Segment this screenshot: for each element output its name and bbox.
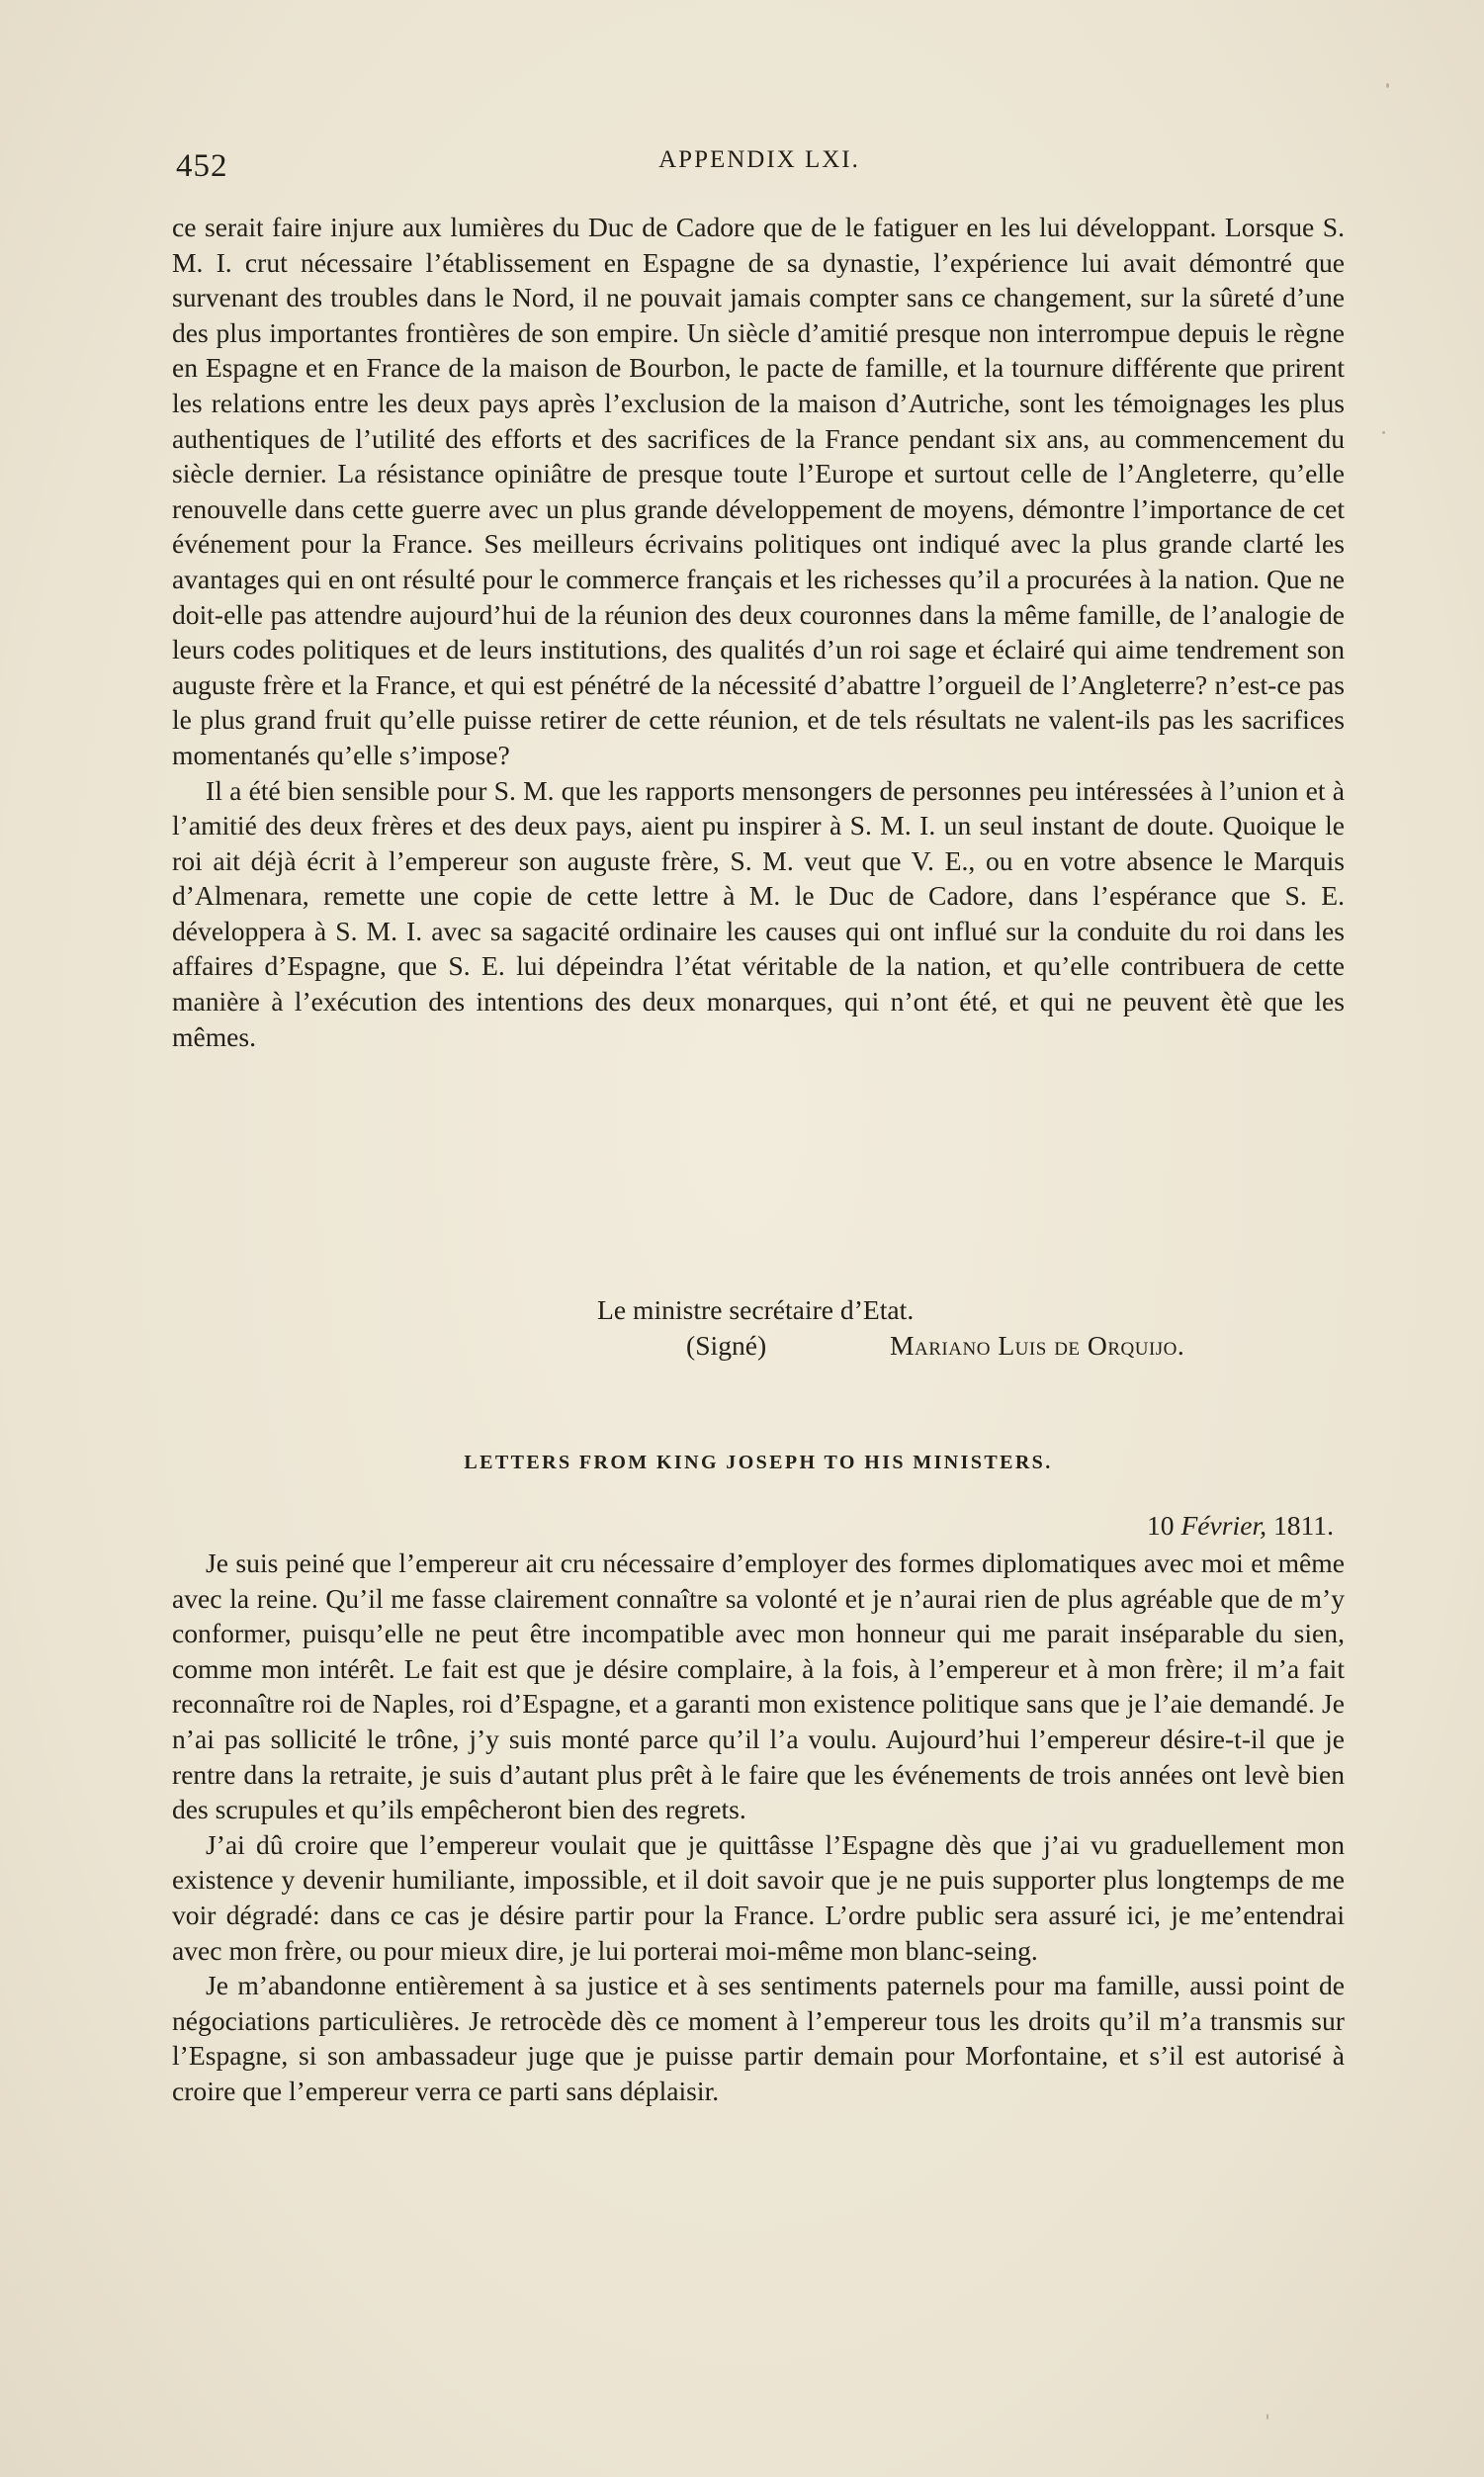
paper-speck	[1382, 431, 1385, 434]
date-year: 1811.	[1272, 1510, 1334, 1541]
paper-speck	[1386, 83, 1389, 88]
paragraph: Il a été bien sensible pour S. M. que les rapports mensongers de personnes peu intéressées à l’union et à l’amitié des deux frères et des deux pays, aient pu inspirer à S. M. I. un seul instant de doute. Quoique le roi ait déjà écrit à l’empereur son auguste frère, S. M. veut que V. E., ou en votre absence le Marquis d’Almenara, remette une copie de cette lettre à M. le Duc de Cadore, dans l’espérance que S. E. développera à S. M. I. avec sa sagacité ordinaire les causes qui ont influé sur la conduite du roi dans les affaires d’Espagne, que S. E. lui dépeindra l’état véritable de la nation, et qu’elle contribuera de cette manière à l’exécution des intentions des deux monarques, qui n’ont été, et qui ne peuvent ètè que les mêmes.	[172, 774, 1345, 1052]
paragraph: Je m’abandonne entièrement à sa justice et à ses sentiments paternels pour ma famille, aussi point de négociations particulières. Je retrocède dès ce moment à l’empereur tous les droits qu’il m’a transmis sur l’Espagne, si son ambassadeur juge que je puisse partir demain pour Morfontaine, et s’il est autorisé à croire que l’empereur verra ce parti sans déplaisir.	[172, 1970, 1345, 2106]
signature-name: Mariano Luis de Orquijo.	[890, 1330, 1185, 1361]
date-month: Février,	[1180, 1510, 1267, 1541]
signature-title: Le ministre secrétaire d’Etat.	[597, 1294, 915, 1325]
letter-body-1	[172, 210, 1345, 1054]
date-day: 10	[1146, 1510, 1175, 1541]
paragraph: Je suis peiné que l’empereur ait cru nécessaire d’employer des formes diplomatiques avec moi et même avec la reine. Qu’il me fasse clairement connaître sa volonté et je n’aurai rien de plus agréable que de m’y conformer, puisqu’elle ne peut être incompatible avec mon honneur qui me parait inséparable du sien, comme mon intérêt. Le fait est que je désire complaire, à la fois, à l’empereur et à mon frère; il m’a fait reconnaître roi de Naples, roi d’Espagne, et a garanti mon existence politique sans que je l’aie demandé. Je n’ai pas sollicité le trône, j’y suis monté parce qu’il l’a voulu. Aujourd’hui l’empereur désire-t-il que je rentre dans la retraite, je suis d’autant plus prêt à le faire que les événements de trois années ont levè bien des scrupules et qu’ils empêcheront bien des regrets.	[172, 1548, 1345, 1825]
section-heading: LETTERS FROM KING JOSEPH TO HIS MINISTERS.	[464, 1452, 1053, 1473]
paragraph: ce serait faire injure aux lumières du Duc de Cadore que de le fatiguer en les lui développant. Lorsque S. M. I. crut nécessaire l’établissement en Espagne de sa dynastie, l’expérience lui avait démontré que survenant des troubles dans le Nord, il ne pouvait jamais compter sans ce changement, sur la sûreté d’une des plus importantes frontières de son empire. Un siècle d’amitié presque non interrompue depuis le règne en Espagne et en France de la maison de Bourbon, le pacte de famille, et la tournure différente que prirent les relations entre les deux pays après l’exclusion de la maison d’Autriche, sont les témoignages les plus authentiques de l’utilité des efforts et des sacrifices de la France pendant six ans, au commencement du siècle dernier. La résistance opiniâtre de presque toute l’Europe et surtout celle de l’Angleterre, qu’elle renouvelle dans cette guerre avec un plus grande développement de moyens, démontre l’importance de cet événement pour la France. Ses meilleurs écrivains politiques ont indiqué avec la plus grande clarté les avantages qui en ont résulté pour le commerce français et les richesses qu’il a procurées à la nation. Que ne doit-elle pas attendre aujourd’hui de la réunion des deux couronnes dans la même famille, de l’analogie de leurs codes politiques et de leurs institutions, des qualités d’un roi sage et éclairé qui aime tendrement son auguste frère et la France, et qui est pénétré de la nécessité d’abattre l’orgueil de l’Angleterre? n’est-ce pas le plus grand fruit qu’elle puisse retirer de cette réunion, et de tels résultats ne valent-ils pas les sacrifices momentanés qu’elle s’impose?	[172, 212, 1345, 770]
page-number: 452	[176, 148, 228, 184]
signed-label: (Signé)	[686, 1330, 767, 1361]
paragraph: J’ai dû croire que l’empereur voulait que je quittâsse l’Espagne dès que j’ai vu graduellement mon existence y devenir humiliante, impossible, et il doit savoir que je ne puis supporter plus longtemps de me voir dégradé: dans ce cas je désire partir pour la France. L’ordre public sera assuré ici, je me’entendrai avec mon frère, ou pour mieux dire, je lui porterai moi-même mon blanc-seing.	[172, 1828, 1345, 1966]
running-title: APPENDIX LXI.	[658, 146, 860, 173]
letter-body-2	[172, 1546, 1345, 2109]
running-head	[176, 138, 1343, 184]
letter-date	[1147, 1508, 1334, 1544]
paper-speck	[1266, 2414, 1268, 2420]
